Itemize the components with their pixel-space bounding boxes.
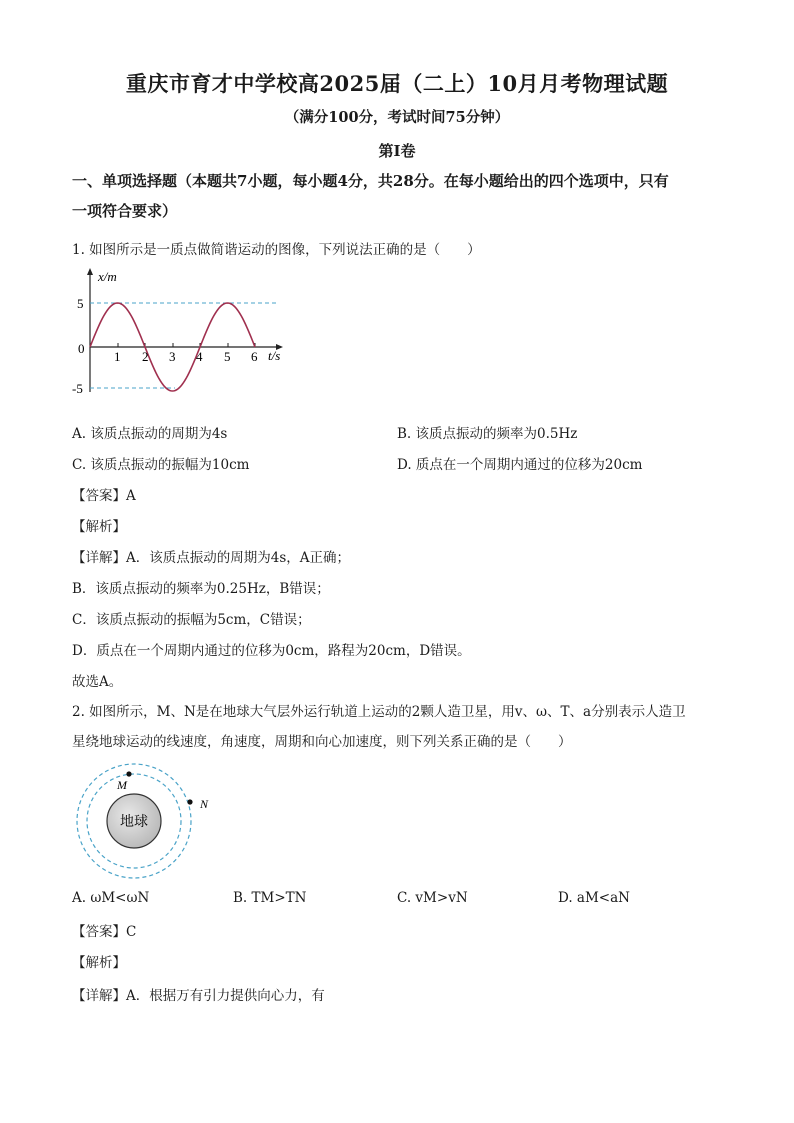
detail-tag: 【详解】	[72, 550, 126, 566]
answer-tag: 【答案】	[72, 924, 126, 940]
q2-detail-line-1	[72, 984, 325, 1004]
q1-graph	[72, 262, 302, 402]
exam-subtitle: （满分100分，考试时间75分钟）	[284, 109, 510, 126]
q2-option-a: A. ωM<ωN	[72, 890, 150, 906]
q1-answer	[72, 484, 136, 504]
q1-conclusion: 故选A。	[72, 674, 123, 690]
earth-label: 地球	[120, 815, 148, 830]
q2-answer	[72, 920, 136, 940]
x-tick-6: 6	[251, 349, 258, 364]
q1-analysis-tag: 【解析】	[72, 519, 126, 535]
answer-value: A	[126, 488, 136, 504]
x-tick-5: 5	[224, 349, 231, 364]
q1-stem: 1. 如图所示是一质点做简谐运动的图像，下列说法正确的是（ ）	[72, 242, 481, 258]
satellite-m	[126, 771, 131, 776]
q1-option-a: A. 该质点振动的周期为4s	[72, 426, 228, 442]
q1-option-b: B. 该质点振动的频率为0.5Hz	[397, 426, 578, 442]
x-tick-4: 4	[196, 349, 203, 364]
answer-value: C	[126, 924, 137, 940]
satellite-n-label: N	[200, 797, 209, 811]
origin-label: 0	[78, 341, 85, 356]
q2-option-b: B. TM>TN	[233, 890, 307, 906]
satellite-m-label: M	[117, 778, 127, 792]
x-axis-label: t/s	[268, 348, 281, 363]
q1-detail-line-3: C．该质点振动的振幅为5cm，C错误；	[72, 612, 311, 628]
section-heading-line1: 一、单项选择题（本题共7小题，每小题4分，共28分。在每小题给出的四个选项中，只有	[72, 172, 669, 190]
q1-option-d: D. 质点在一个周期内通过的位移为20cm	[397, 457, 643, 473]
y-axis-label: x/m	[98, 269, 117, 284]
satellite-n	[187, 799, 192, 804]
detail-text: A．该质点振动的周期为4s，A正确；	[126, 550, 351, 566]
volume-heading: 第Ⅰ卷	[378, 142, 416, 160]
q1-detail-line-1	[72, 546, 350, 566]
x-tick-3: 3	[169, 349, 176, 364]
answer-tag: 【答案】	[72, 488, 126, 504]
x-tick-2: 2	[142, 349, 149, 364]
x-tick-1: 1	[114, 349, 121, 364]
y-tick-5: 5	[77, 296, 84, 311]
q2-option-d: D. aM<aN	[558, 890, 630, 906]
q1-option-c: C. 该质点振动的振幅为10cm	[72, 457, 250, 473]
q2-orbit-figure	[72, 762, 222, 882]
y-tick-neg5: -5	[72, 381, 83, 396]
detail-text: A．根据万有引力提供向心力，有	[126, 988, 325, 1004]
q2-option-c: C. vM>vN	[397, 890, 468, 906]
q2-stem-line2: 星绕地球运动的线速度，角速度，周期和向心加速度，则下列关系正确的是（ ）	[72, 734, 572, 750]
q2-stem-line1: 2. 如图所示，M、N是在地球大气层外运行轨道上运动的2颗人造卫星，用v、ω、T、a分别表示人造卫	[72, 704, 686, 720]
q2-analysis-tag: 【解析】	[72, 955, 126, 971]
exam-title: 重庆市育才中学校高2025届（二上）10月月考物理试题	[125, 71, 669, 96]
section-heading-line2: 一项符合要求）	[72, 202, 178, 220]
y-axis-arrow	[87, 268, 93, 275]
q1-detail-line-2: B．该质点振动的频率为0.25Hz，B错误；	[72, 581, 330, 597]
q1-detail-line-4: D．质点在一个周期内通过的位移为0cm，路程为20cm，D错误。	[72, 643, 471, 659]
detail-tag: 【详解】	[72, 988, 126, 1004]
